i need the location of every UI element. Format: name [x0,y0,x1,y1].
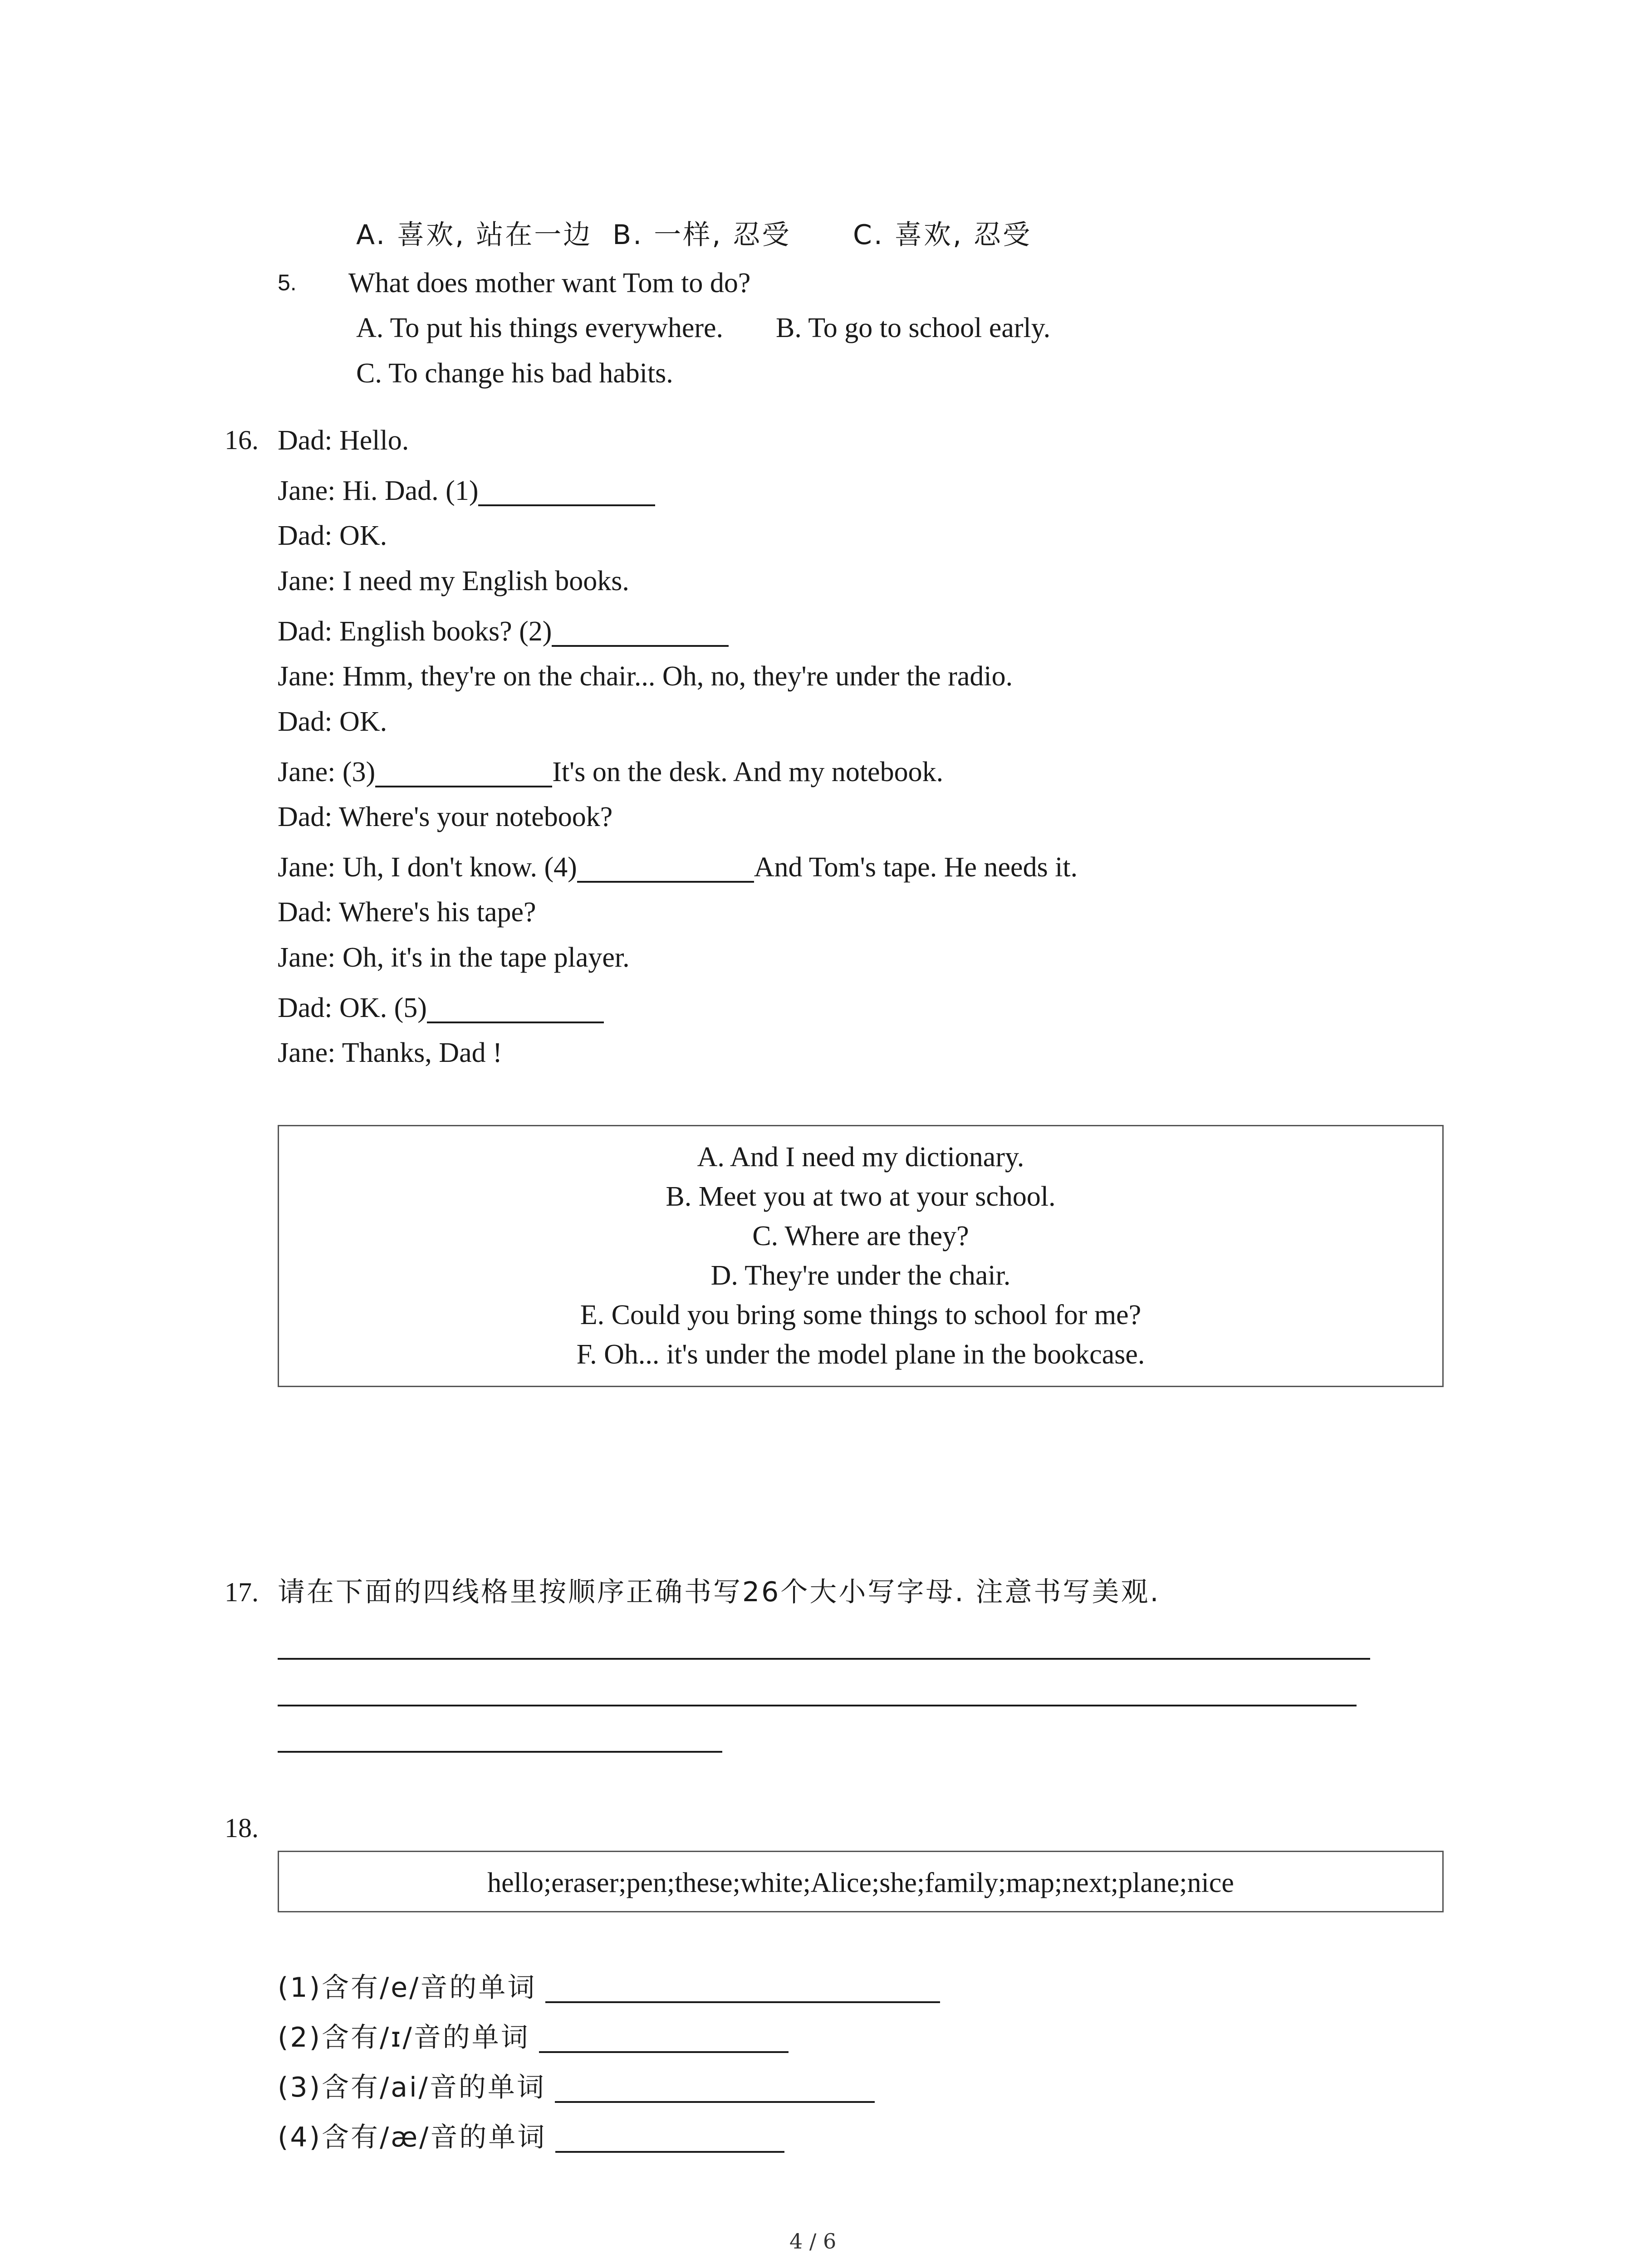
q17-number: 17. [225,1577,259,1607]
q15-option-a: A. 喜欢, 站在一边 [356,219,593,251]
option-a: A. And I need my dictionary. [697,1142,1024,1173]
dialogue-line: Dad: OK. [278,520,387,551]
option-e: E. Could you bring some things to school for me? [580,1300,1141,1330]
q18-item-2: (2)含有/ɪ/音的单词 [278,2023,789,2052]
dialogue-line: Dad: English books? (2) [278,617,729,645]
answer-blank-1[interactable] [478,476,655,506]
dialogue-line: Jane: Hmm, they're on the chair... Oh, no, they're under the radio. [278,661,1013,692]
dialogue-line: Dad: Hello. [278,425,409,456]
q15-sub5-question: What does mother want Tom to do? [348,268,751,298]
dialogue-line: Dad: OK. (5) [278,993,604,1022]
page-number: 4 / 6 [789,2229,837,2253]
dialogue-line: Jane: Thanks, Dad ! [278,1037,502,1068]
q18-word-bank [278,1851,1444,1912]
q18-blank-4[interactable] [555,2123,784,2153]
q17-instruction: 请在下面的四线格里按顺序正确书写26个大小写字母. 注意书写美观. [278,1576,1161,1608]
dialogue-line: Jane: Oh, it's in the tape player. [278,942,630,973]
answer-blank-4[interactable] [577,853,754,883]
q15-sub5-option-a: A. To put his things everywhere. [356,313,723,343]
dialogue-line: Jane: Uh, I don't know. (4) And Tom's tape. He needs it. [278,852,1078,883]
q15-sub5-option-c: C. To change his bad habits. [356,358,673,389]
dialogue-line: Jane: (3) It's on the desk. And my notebook. [278,757,944,787]
writing-line-2[interactable] [278,1705,1357,1706]
writing-line-1[interactable] [278,1658,1370,1660]
dialogue-line: Jane: I need my English books. [278,566,629,596]
option-c: C. Where are they? [752,1221,969,1251]
answer-blank-2[interactable] [552,617,729,647]
q18-blank-3[interactable] [555,2073,875,2103]
writing-line-3[interactable] [278,1751,722,1753]
dialogue-line: Dad: Where's your notebook? [278,802,613,832]
q18-item-4: (4)含有/æ/音的单词 [278,2123,784,2151]
q16-options-box [278,1125,1444,1387]
q16-number: 16. [225,425,259,455]
dialogue-line: Dad: OK. [278,706,387,737]
q15-option-c: C. 喜欢, 忍受 [853,219,1032,251]
q15-option-b: B. 一样, 忍受 [612,219,791,251]
answer-blank-3[interactable] [375,758,552,787]
option-f: F. Oh... it's under the model plane in the bookcase. [576,1339,1145,1370]
option-d: D. They're under the chair. [710,1260,1011,1291]
q18-blank-1[interactable] [545,1973,940,2003]
option-b: B. Meet you at two at your school. [666,1181,1056,1212]
dialogue-line: Jane: Hi. Dad. (1) [278,476,655,505]
q15-sub5-option-b: B. To go to school early. [776,313,1051,343]
word-bank-text: hello;eraser;pen;these;white;Alice;she;family;map;next;plane;nice [487,1867,1234,1898]
q18-blank-2[interactable] [539,2023,789,2053]
answer-blank-5[interactable] [427,993,604,1023]
dialogue-line: Dad: Where's his tape? [278,897,536,928]
q18-item-1: (1)含有/e/音的单词 [278,1973,940,2002]
q18-item-3: (3)含有/ai/音的单词 [278,2073,875,2102]
q18-number: 18. [225,1813,259,1843]
q15-sub5-number: 5. [278,270,297,295]
